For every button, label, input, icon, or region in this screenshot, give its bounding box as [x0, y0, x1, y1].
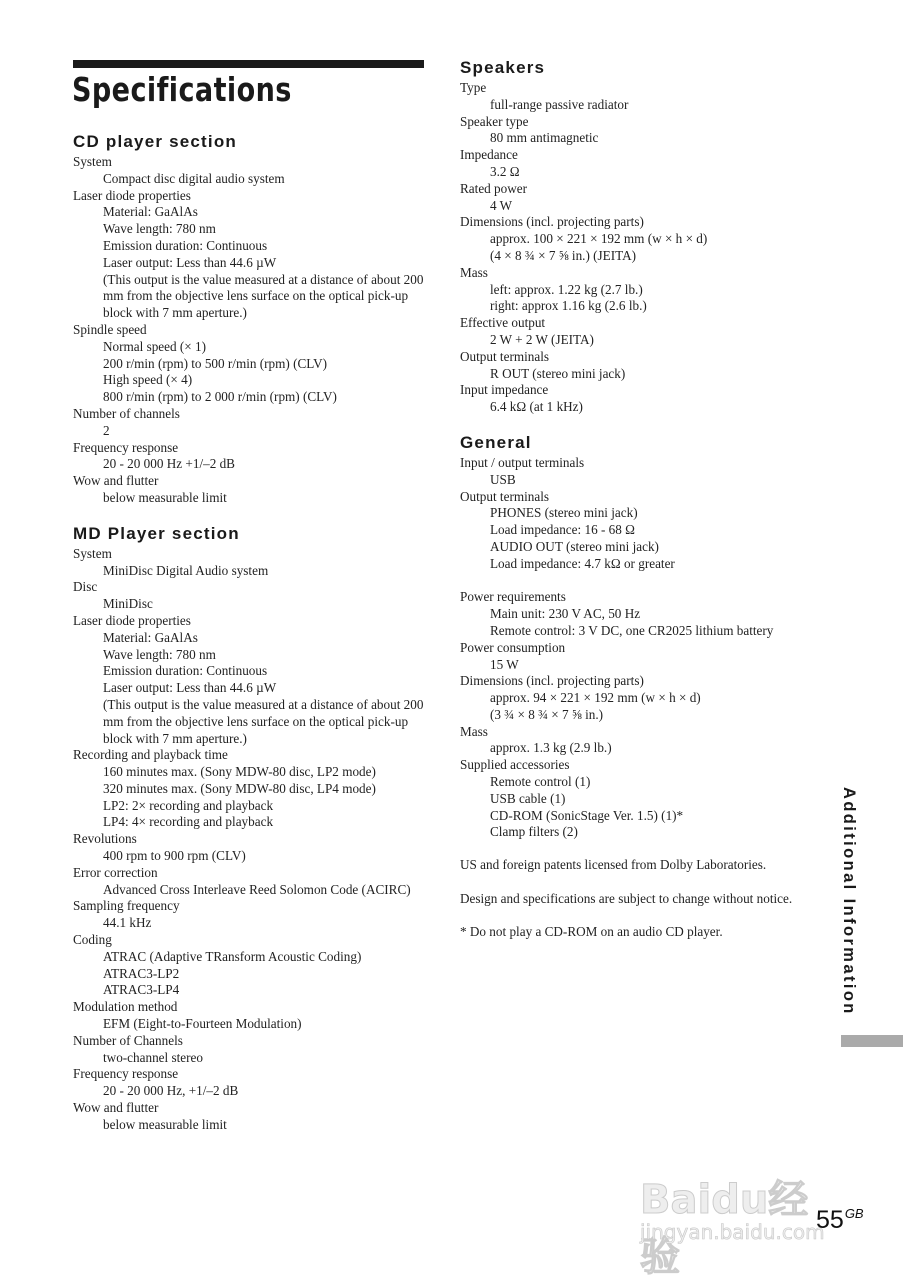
spec-item: [460, 382, 820, 416]
spec-value: (4 × 8 ¾ × 7 ⅝ in.) (JEITA): [490, 247, 637, 263]
spec-item: [73, 865, 433, 899]
spec-value: Normal speed (× 1): [103, 338, 207, 354]
spec-value: right: approx 1.16 kg (2.6 lb.): [490, 298, 647, 314]
spec-label: Number of Channels: [73, 1032, 183, 1048]
note-cdrom-warning: * Do not play a CD-ROM on an audio CD player.: [460, 924, 723, 940]
spec-value: Laser output: Less than 44.6 µW: [103, 254, 277, 270]
note-changes: Design and specifications are subject to change without notice.: [460, 890, 793, 906]
spec-label: Output terminals: [460, 488, 550, 504]
spec-label: Laser diode properties: [73, 187, 191, 203]
spec-item: [460, 147, 820, 181]
spec-value: 6.4 kΩ (at 1 kHz): [490, 399, 583, 415]
spec-item: [73, 747, 433, 831]
spec-item: [73, 1033, 433, 1067]
spec-value: Load impedance: 4.7 kΩ or greater: [490, 555, 675, 571]
spec-value: MiniDisc Digital Audio system: [103, 562, 269, 578]
spec-label: Type: [460, 80, 487, 95]
page-number-value: 55: [816, 1206, 844, 1234]
spec-item: [73, 440, 433, 474]
spec-label: Coding: [73, 932, 112, 948]
left-column: [73, 131, 433, 1150]
spec-value: USB: [490, 471, 516, 487]
notes: [460, 857, 820, 941]
spec-section: [73, 523, 433, 1134]
spec-item: [460, 114, 820, 148]
spec-section: [460, 57, 820, 416]
note-patents: US and foreign patents licensed from Dolby Laboratories.: [460, 857, 767, 873]
spec-value: CD-ROM (SonicStage Ver. 1.5) (1)*: [490, 807, 684, 823]
spec-item: [73, 473, 433, 507]
spec-label: Speaker type: [460, 113, 529, 129]
spec-value: 80 mm antimagnetic: [490, 130, 599, 146]
spec-item: [460, 80, 820, 114]
spec-item: [73, 154, 433, 188]
spec-label: Recording and playback time: [73, 747, 228, 763]
spec-item: [73, 188, 433, 322]
spec-value: 4 W: [490, 197, 513, 213]
spec-value: 2: [103, 422, 110, 438]
spec-label: Revolutions: [73, 831, 137, 847]
spec-value: Emission duration: Continuous: [103, 663, 268, 679]
page-suffix: GB: [844, 1206, 864, 1221]
spec-item: [460, 489, 820, 573]
spec-item: [460, 724, 820, 758]
spec-value: AUDIO OUT (stereo mini jack): [490, 538, 659, 554]
spec-section: [460, 432, 820, 841]
spec-value: left: approx. 1.22 kg (2.7 lb.): [490, 281, 643, 297]
spec-value: approx. 100 × 221 × 192 mm (w × h × d): [490, 231, 708, 247]
spec-label: Frequency response: [73, 439, 179, 455]
spec-value: R OUT (stereo mini jack): [490, 365, 626, 381]
spec-value: Clamp filters (2): [490, 824, 578, 840]
spec-item: [460, 265, 820, 315]
spec-value: Wave length: 780 nm: [103, 221, 216, 237]
spec-item: [460, 589, 820, 639]
spec-value: Material: GaAlAs: [103, 629, 198, 645]
spec-value: LP2: 2× recording and playback: [103, 797, 274, 813]
spec-label: System: [73, 545, 112, 561]
spec-value: High speed (× 4): [103, 372, 193, 388]
spec-label: Dimensions (incl. projecting parts): [460, 214, 644, 230]
spec-label: Wow and flutter: [73, 473, 159, 489]
watermark-brand: Baidu经验: [640, 1177, 809, 1280]
spec-value: Advanced Cross Interleave Reed Solomon Code (ACIRC): [103, 881, 411, 897]
spec-value: (This output is the value measured at a distance of about 200 mm from the objective lens surface on the optical pick-up block with 7 mm aperture.): [103, 696, 424, 746]
spec-label: Power requirements: [460, 589, 566, 605]
spec-value: 800 r/min (rpm) to 2 000 r/min (rpm) (CLV): [103, 389, 337, 405]
spec-item: [460, 214, 820, 264]
section-heading: CD player section: [73, 132, 238, 151]
spec-item: [73, 613, 433, 747]
side-tab-marker: [841, 1035, 903, 1047]
spec-value: Emission duration: Continuous: [103, 237, 268, 253]
spec-label: Spindle speed: [73, 321, 147, 337]
spec-value: approx. 94 × 221 × 192 mm (w × h × d): [490, 690, 701, 706]
spec-label: Disc: [73, 579, 98, 595]
spec-item: [460, 757, 820, 841]
spec-item: [73, 579, 433, 613]
spec-value: 160 minutes max. (Sony MDW-80 disc, LP2 mode): [103, 764, 376, 780]
spec-label: Laser diode properties: [73, 612, 191, 628]
spec-value: 320 minutes max. (Sony MDW-80 disc, LP4 mode): [103, 780, 376, 796]
spec-label: Rated power: [460, 180, 528, 196]
spec-item: [73, 999, 433, 1033]
spec-value: full-range passive radiator: [490, 96, 629, 112]
spec-item: [73, 898, 433, 932]
spec-value: 200 r/min (rpm) to 500 r/min (rpm) (CLV): [103, 355, 328, 371]
spec-label: Wow and flutter: [73, 1100, 159, 1116]
page-number: [816, 1206, 864, 1235]
spec-label: Modulation method: [73, 999, 178, 1015]
side-tab-label: Additional Information: [840, 787, 858, 1016]
spec-item: [73, 322, 433, 406]
spec-label: Mass: [460, 264, 488, 280]
section-heading: Speakers: [460, 58, 546, 77]
spec-item: [73, 546, 433, 580]
spec-value: Laser output: Less than 44.6 µW: [103, 680, 277, 696]
spec-label: System: [73, 154, 112, 169]
spec-value: Material: GaAlAs: [103, 204, 198, 220]
spec-value: Wave length: 780 nm: [103, 646, 216, 662]
spec-value: below measurable limit: [103, 489, 227, 505]
spec-value: 400 rpm to 900 rpm (CLV): [103, 848, 246, 864]
page-title: Specifications: [72, 70, 292, 109]
spec-item: [73, 831, 433, 865]
spec-value: Remote control: 3 V DC, one CR2025 lithium battery: [490, 622, 774, 638]
spec-value: 15 W: [490, 656, 519, 672]
title-rule: [73, 60, 424, 68]
spec-value: 20 - 20 000 Hz +1/–2 dB: [103, 456, 235, 472]
spec-value: LP4: 4× recording and playback: [103, 814, 274, 830]
spec-item: [460, 455, 820, 489]
spec-value: approx. 1.3 kg (2.9 lb.): [490, 740, 612, 756]
spec-value: EFM (Eight-to-Fourteen Modulation): [103, 1016, 302, 1032]
spec-value: 20 - 20 000 Hz, +1/–2 dB: [103, 1083, 239, 1099]
spec-item: [460, 181, 820, 215]
spec-value: MiniDisc: [103, 596, 153, 612]
spec-item: [460, 349, 820, 383]
spec-label: Dimensions (incl. projecting parts): [460, 673, 644, 689]
side-tab: [836, 787, 860, 1027]
spec-value: (This output is the value measured at a distance of about 200 mm from the objective lens surface on the optical pick-up block with 7 mm aperture.): [103, 271, 424, 321]
spec-item: [73, 1100, 433, 1134]
spec-value: ATRAC (Adaptive TRansform Acoustic Coding): [103, 948, 362, 964]
spec-value: Main unit: 230 V AC, 50 Hz: [490, 606, 641, 622]
spec-value: ATRAC3-LP4: [103, 982, 180, 998]
spec-label: Sampling frequency: [73, 898, 180, 914]
spec-label: Input impedance: [460, 382, 549, 398]
spec-value: (3 ¾ × 8 ¾ × 7 ⅝ in.): [490, 706, 604, 722]
spec-label: Power consumption: [460, 639, 566, 655]
spec-value: 3.2 Ω: [490, 163, 520, 179]
spec-label: Frequency response: [73, 1066, 179, 1082]
spec-value: USB cable (1): [490, 790, 566, 806]
spec-value: 2 W + 2 W (JEITA): [490, 331, 594, 347]
spec-value: two-channel stereo: [103, 1049, 203, 1065]
spec-item: [73, 406, 433, 440]
spec-item: [73, 1066, 433, 1100]
section-heading: MD Player section: [73, 523, 240, 543]
watermark-url: jingyan.baidu.com: [640, 1220, 825, 1244]
spec-value: ATRAC3-LP2: [103, 965, 180, 981]
spec-value: below measurable limit: [103, 1116, 227, 1132]
section-heading: General: [460, 432, 532, 452]
spec-label: Supplied accessories: [460, 757, 570, 773]
spec-value: Compact disc digital audio system: [103, 170, 285, 186]
spec-label: Effective output: [460, 315, 546, 331]
spec-value: PHONES (stereo mini jack): [490, 505, 638, 521]
spec-item: [460, 640, 820, 674]
spec-label: Output terminals: [460, 348, 550, 364]
spec-value: Remote control (1): [490, 774, 591, 790]
spec-label: Input / output terminals: [460, 454, 585, 470]
spec-section: [73, 131, 433, 507]
spec-value: Load impedance: 16 - 68 Ω: [490, 522, 635, 538]
spec-value: 44.1 kHz: [103, 915, 152, 931]
watermark: [640, 1150, 840, 1280]
right-column: [460, 57, 820, 958]
spec-item: [73, 932, 433, 999]
spec-label: Impedance: [460, 147, 518, 163]
spec-item: [460, 673, 820, 723]
spec-label: Number of channels: [73, 405, 180, 421]
spec-label: Mass: [460, 723, 488, 739]
spec-label: Error correction: [73, 864, 158, 880]
spec-item: [460, 315, 820, 349]
